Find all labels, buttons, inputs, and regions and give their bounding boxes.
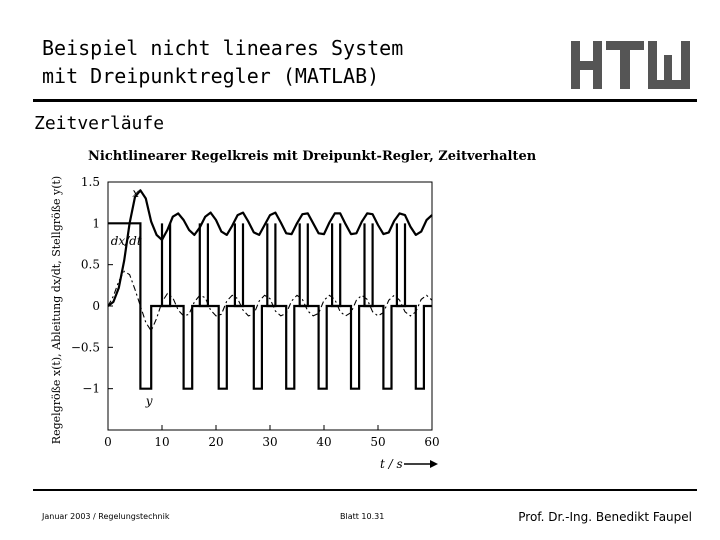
chart-title: Nichtlinearer Regelkreis mit Dreipunkt-Regler, Zeitverhalten: [88, 149, 537, 164]
series-y-pulse: [397, 223, 405, 306]
x-tick-label: 50: [370, 435, 386, 449]
series-y-pulse: [200, 223, 208, 306]
series-y-pulse: [267, 223, 275, 306]
y-tick-label: 1.5: [80, 175, 100, 189]
x-axis-arrow: [404, 460, 438, 468]
y-axis-label: Regelgröße x(t), Ableitung dx/dt, Stellgröße y(t): [50, 175, 63, 445]
x-axis-label: t / s: [380, 457, 403, 471]
y-tick-label: −1: [82, 381, 100, 396]
annotation-label: x: [132, 185, 140, 200]
footer-left: Januar 2003 / Regelungstechnik: [42, 512, 170, 521]
series-y-pulse: [332, 223, 340, 306]
x-tick-label: 30: [262, 435, 278, 449]
y-tick-label: 0: [92, 299, 100, 313]
y-tick-label: 1: [92, 216, 100, 231]
slide-title-line1: Beispiel nicht lineares System: [42, 36, 404, 60]
annotations: [111, 186, 153, 408]
section-heading: Zeitverläufe: [34, 113, 165, 134]
y-tick-label: −0.5: [70, 340, 100, 355]
x-tick-label: 20: [208, 435, 224, 449]
x-tick-label: 40: [316, 435, 332, 449]
series-x-line: [108, 190, 432, 306]
series-y-pulse: [300, 223, 308, 306]
x-tick-label: 60: [424, 435, 440, 449]
y-axis-label-group: [50, 176, 63, 444]
title-divider: [33, 99, 697, 102]
annotation-label: dx/dt: [110, 233, 142, 248]
footer-author: Prof. Dr.-Ing. Benedikt Faupel: [518, 510, 692, 524]
slide-title: [42, 34, 502, 90]
footer-divider: [33, 489, 697, 491]
series-y-pulse: [365, 223, 373, 306]
series-group: [108, 190, 432, 388]
y-tick-label: 0.5: [80, 257, 100, 272]
htw-logo: [571, 41, 693, 89]
time-response-chart: [36, 140, 537, 480]
annotation-label: y: [145, 394, 153, 409]
slide-title-line2: mit Dreipunktregler (MATLAB): [42, 64, 380, 88]
x-tick-label: 10: [154, 435, 170, 449]
series-y-pulse: [235, 223, 243, 306]
footer-page: Blatt 10.31: [340, 512, 385, 521]
x-tick-label: 0: [104, 435, 112, 449]
